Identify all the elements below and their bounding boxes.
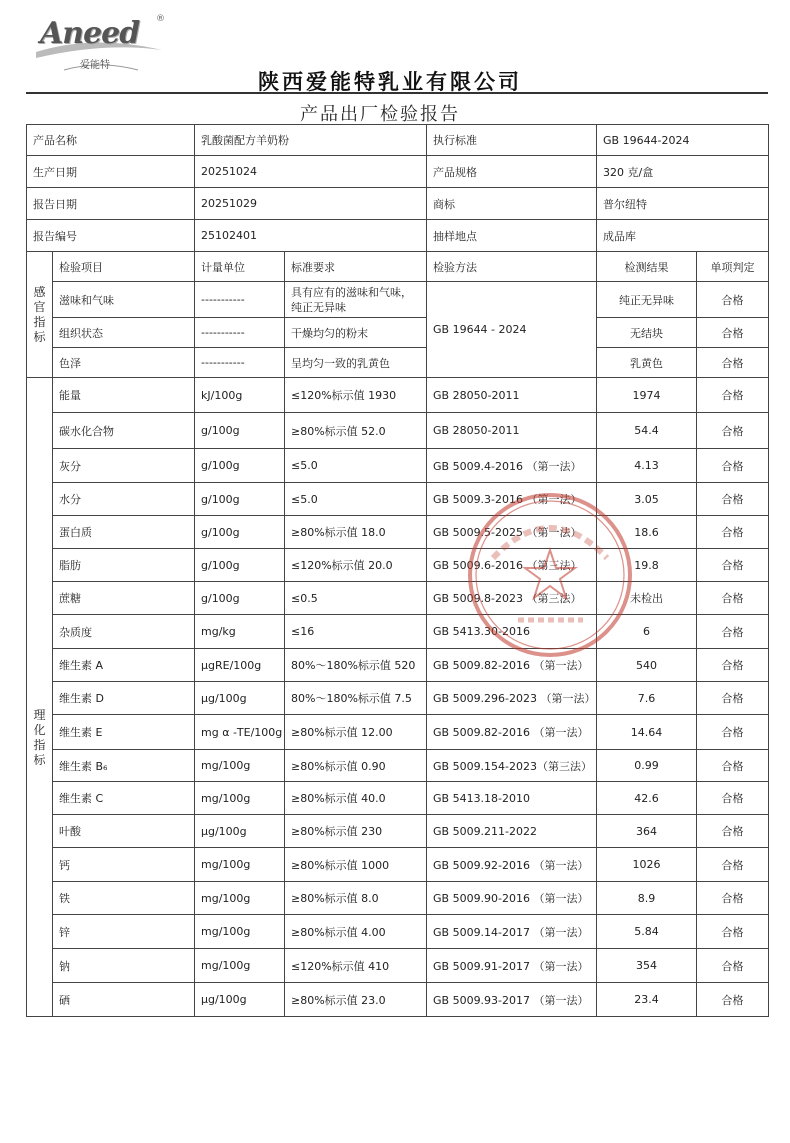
result-cell: 19.8 [597, 549, 697, 582]
requirement-cell: ≥80%标示值 8.0 [285, 882, 427, 915]
unit-cell: g/100g [195, 549, 285, 582]
sensory-method-cell: GB 19644 - 2024 [427, 282, 597, 378]
sensory-row [27, 318, 769, 348]
col-item: 检验项目 [53, 252, 195, 282]
item-cell: 维生素 E [53, 715, 195, 750]
result-cell: 3.05 [597, 483, 697, 516]
sensory-row [27, 348, 769, 378]
brand-label: 商标 [427, 188, 597, 220]
unit-cell: μg/100g [195, 815, 285, 848]
requirement-cell: ≥80%标示值 12.00 [285, 715, 427, 750]
report-date-label: 报告日期 [27, 188, 195, 220]
requirement-cell: ≤5.0 [285, 483, 427, 516]
requirement-cell: ≥80%标示值 18.0 [285, 516, 427, 549]
result-cell: 42.6 [597, 782, 697, 815]
logo-subtitle: 爱能特 [80, 60, 110, 71]
unit-cell: mg α -TE/100g [195, 715, 285, 750]
requirement-cell: ≥80%标示值 52.0 [285, 413, 427, 449]
unit-cell: mg/100g [195, 750, 285, 782]
col-result: 检测结果 [597, 252, 697, 282]
item-cell: 蛋白质 [53, 516, 195, 549]
requirement-cell: ≤120%标示值 20.0 [285, 549, 427, 582]
item-cell: 维生素 B₆ [53, 750, 195, 782]
sampling-place-value: 成品库 [597, 220, 769, 252]
result-cell: 23.4 [597, 983, 697, 1017]
physchem-row [27, 413, 769, 449]
unit-cell: mg/100g [195, 949, 285, 983]
judgment-cell: 合格 [697, 516, 769, 549]
requirement-cell: ≤0.5 [285, 582, 427, 615]
method-cell: GB 5009.154-2023（第三法） [427, 750, 597, 782]
physchem-row [27, 782, 769, 815]
requirement-cell: 干燥均匀的粉末 [285, 318, 427, 348]
physchem-section-label [27, 378, 53, 1017]
item-cell: 能量 [53, 378, 195, 413]
unit-cell: mg/100g [195, 782, 285, 815]
judgment-cell: 合格 [697, 348, 769, 378]
physchem-row [27, 682, 769, 715]
method-cell: GB 5009.8-2023 （第三法） [427, 582, 597, 615]
unit-cell: ----------- [195, 348, 285, 378]
unit-cell: μg/100g [195, 682, 285, 715]
item-cell: 维生素 C [53, 782, 195, 815]
physchem-row [27, 750, 769, 782]
judgment-cell: 合格 [697, 318, 769, 348]
result-cell: 7.6 [597, 682, 697, 715]
result-cell: 8.9 [597, 882, 697, 915]
company-logo [34, 12, 166, 74]
unit-cell: ----------- [195, 318, 285, 348]
item-cell: 铁 [53, 882, 195, 915]
method-cell: GB 5009.91-2017 （第一法） [427, 949, 597, 983]
standard-value: GB 19644-2024 [597, 125, 769, 156]
unit-cell: ----------- [195, 282, 285, 318]
item-cell: 叶酸 [53, 815, 195, 848]
item-cell: 碳水化合物 [53, 413, 195, 449]
judgment-cell: 合格 [697, 413, 769, 449]
result-cell: 54.4 [597, 413, 697, 449]
unit-cell: g/100g [195, 483, 285, 516]
judgment-cell: 合格 [697, 649, 769, 682]
unit-cell: μg/100g [195, 983, 285, 1017]
item-cell: 组织状态 [53, 318, 195, 348]
physchem-row [27, 449, 769, 483]
physchem-row [27, 483, 769, 516]
judgment-cell: 合格 [697, 682, 769, 715]
judgment-cell: 合格 [697, 715, 769, 750]
item-cell: 锌 [53, 915, 195, 949]
judgment-cell: 合格 [697, 949, 769, 983]
physchem-row [27, 815, 769, 848]
sampling-place-label: 抽样地点 [427, 220, 597, 252]
requirement-cell: 80%～180%标示值 520 [285, 649, 427, 682]
report-no-value: 25102401 [195, 220, 427, 252]
judgment-cell: 合格 [697, 582, 769, 615]
requirement-cell: ≥80%标示值 40.0 [285, 782, 427, 815]
requirement-cell: ≤120%标示值 410 [285, 949, 427, 983]
production-date-value: 20251024 [195, 156, 427, 188]
physchem-row [27, 983, 769, 1017]
method-cell: GB 5009.82-2016 （第一法） [427, 715, 597, 750]
requirement-cell: ≥80%标示值 230 [285, 815, 427, 848]
method-cell: GB 5009.82-2016 （第一法） [427, 649, 597, 682]
unit-cell: kJ/100g [195, 378, 285, 413]
requirement-cell: ≥80%标示值 4.00 [285, 915, 427, 949]
spec-label: 产品规格 [427, 156, 597, 188]
registered-mark: ® [156, 14, 165, 24]
physchem-row [27, 882, 769, 915]
standard-label: 执行标准 [427, 125, 597, 156]
item-cell: 滋味和气味 [53, 282, 195, 318]
result-cell: 18.6 [597, 516, 697, 549]
info-row [27, 156, 769, 188]
item-cell: 灰分 [53, 449, 195, 483]
unit-cell: mg/100g [195, 915, 285, 949]
result-cell: 5.84 [597, 915, 697, 949]
method-cell: GB 28050-2011 [427, 413, 597, 449]
requirement-cell: 80%～180%标示值 7.5 [285, 682, 427, 715]
unit-cell: g/100g [195, 516, 285, 549]
inspection-table [26, 124, 769, 1017]
physchem-section-text: 理化指标 [33, 708, 46, 767]
judgment-cell: 合格 [697, 983, 769, 1017]
item-cell: 钠 [53, 949, 195, 983]
unit-cell: mg/kg [195, 615, 285, 649]
result-cell: 1026 [597, 848, 697, 882]
judgment-cell: 合格 [697, 882, 769, 915]
requirement-cell: ≤16 [285, 615, 427, 649]
unit-cell: mg/100g [195, 848, 285, 882]
judgment-cell: 合格 [697, 915, 769, 949]
physchem-section [27, 378, 769, 1017]
unit-cell: g/100g [195, 449, 285, 483]
physchem-row [27, 615, 769, 649]
judgment-cell: 合格 [697, 483, 769, 516]
judgment-cell: 合格 [697, 782, 769, 815]
product-name-value: 乳酸菌配方羊奶粉 [195, 125, 427, 156]
item-cell: 维生素 A [53, 649, 195, 682]
method-cell: GB 5009.3-2016 （第一法） [427, 483, 597, 516]
info-row [27, 220, 769, 252]
unit-cell: μgRE/100g [195, 649, 285, 682]
requirement-cell: ≤5.0 [285, 449, 427, 483]
judgment-cell: 合格 [697, 848, 769, 882]
method-cell: GB 5413.30-2016 [427, 615, 597, 649]
brand-value: 普尔纽特 [597, 188, 769, 220]
judgment-cell: 合格 [697, 282, 769, 318]
report-date-value: 20251029 [195, 188, 427, 220]
sensory-row [27, 282, 769, 318]
requirement-cell: 呈均匀一致的乳黄色 [285, 348, 427, 378]
physchem-row [27, 516, 769, 549]
method-cell: GB 5009.14-2017 （第一法） [427, 915, 597, 949]
judgment-cell: 合格 [697, 750, 769, 782]
physchem-row [27, 915, 769, 949]
info-row [27, 125, 769, 156]
unit-cell: g/100g [195, 413, 285, 449]
method-cell: GB 5009.211-2022 [427, 815, 597, 848]
col-method: 检验方法 [427, 252, 597, 282]
method-cell: GB 5413.18-2010 [427, 782, 597, 815]
header-divider [26, 92, 768, 94]
method-cell: GB 5009.93-2017 （第一法） [427, 983, 597, 1017]
unit-cell: mg/100g [195, 882, 285, 915]
col-unit: 计量单位 [195, 252, 285, 282]
result-cell: 540 [597, 649, 697, 682]
result-cell: 0.99 [597, 750, 697, 782]
result-cell: 354 [597, 949, 697, 983]
requirement-cell: ≥80%标示值 1000 [285, 848, 427, 882]
production-date-label: 生产日期 [27, 156, 195, 188]
judgment-cell: 合格 [697, 615, 769, 649]
column-header-row [27, 252, 769, 282]
result-cell: 纯正无异味 [597, 282, 697, 318]
method-cell: GB 5009.6-2016 （第三法） [427, 549, 597, 582]
result-cell: 364 [597, 815, 697, 848]
item-cell: 硒 [53, 983, 195, 1017]
unit-cell: g/100g [195, 582, 285, 615]
result-cell: 乳黄色 [597, 348, 697, 378]
physchem-row [27, 949, 769, 983]
method-cell: GB 5009.296-2023 （第一法） [427, 682, 597, 715]
product-name-label: 产品名称 [27, 125, 195, 156]
method-cell: GB 28050-2011 [427, 378, 597, 413]
item-cell: 水分 [53, 483, 195, 516]
requirement-cell: 具有应有的滋味和气味，纯正无异味 [285, 282, 427, 318]
physchem-row [27, 378, 769, 413]
item-cell: 色泽 [53, 348, 195, 378]
method-cell: GB 5009.92-2016 （第一法） [427, 848, 597, 882]
method-cell: GB 5009.90-2016 （第一法） [427, 882, 597, 915]
requirement-cell: ≥80%标示值 0.90 [285, 750, 427, 782]
logo-wordmark: Aneed [40, 16, 140, 51]
judgment-cell: 合格 [697, 449, 769, 483]
judgment-cell: 合格 [697, 378, 769, 413]
result-cell: 无结块 [597, 318, 697, 348]
physchem-row [27, 582, 769, 615]
company-name: 陕西爱能特乳业有限公司 [258, 70, 522, 94]
item-cell: 脂肪 [53, 549, 195, 582]
item-cell: 蔗糖 [53, 582, 195, 615]
requirement-cell: ≤120%标示值 1930 [285, 378, 427, 413]
judgment-cell: 合格 [697, 815, 769, 848]
col-requirement: 标准要求 [285, 252, 427, 282]
sensory-section-label [27, 252, 53, 378]
item-cell: 杂质度 [53, 615, 195, 649]
result-cell: 14.64 [597, 715, 697, 750]
result-cell: 6 [597, 615, 697, 649]
col-judgment: 单项判定 [697, 252, 769, 282]
physchem-row [27, 715, 769, 750]
result-cell: 4.13 [597, 449, 697, 483]
report-no-label: 报告编号 [27, 220, 195, 252]
judgment-cell: 合格 [697, 549, 769, 582]
result-cell: 未检出 [597, 582, 697, 615]
sensory-section-text: 感官指标 [33, 284, 46, 344]
method-cell: GB 5009.4-2016 （第一法） [427, 449, 597, 483]
result-cell: 1974 [597, 378, 697, 413]
physchem-row [27, 848, 769, 882]
physchem-row [27, 649, 769, 682]
physchem-row [27, 549, 769, 582]
item-cell: 钙 [53, 848, 195, 882]
item-cell: 维生素 D [53, 682, 195, 715]
spec-value: 320 克/盒 [597, 156, 769, 188]
method-cell: GB 5009.5-2025 （第一法） [427, 516, 597, 549]
report-title: 产品出厂检验报告 [300, 104, 460, 125]
requirement-cell: ≥80%标示值 23.0 [285, 983, 427, 1017]
info-row [27, 188, 769, 220]
